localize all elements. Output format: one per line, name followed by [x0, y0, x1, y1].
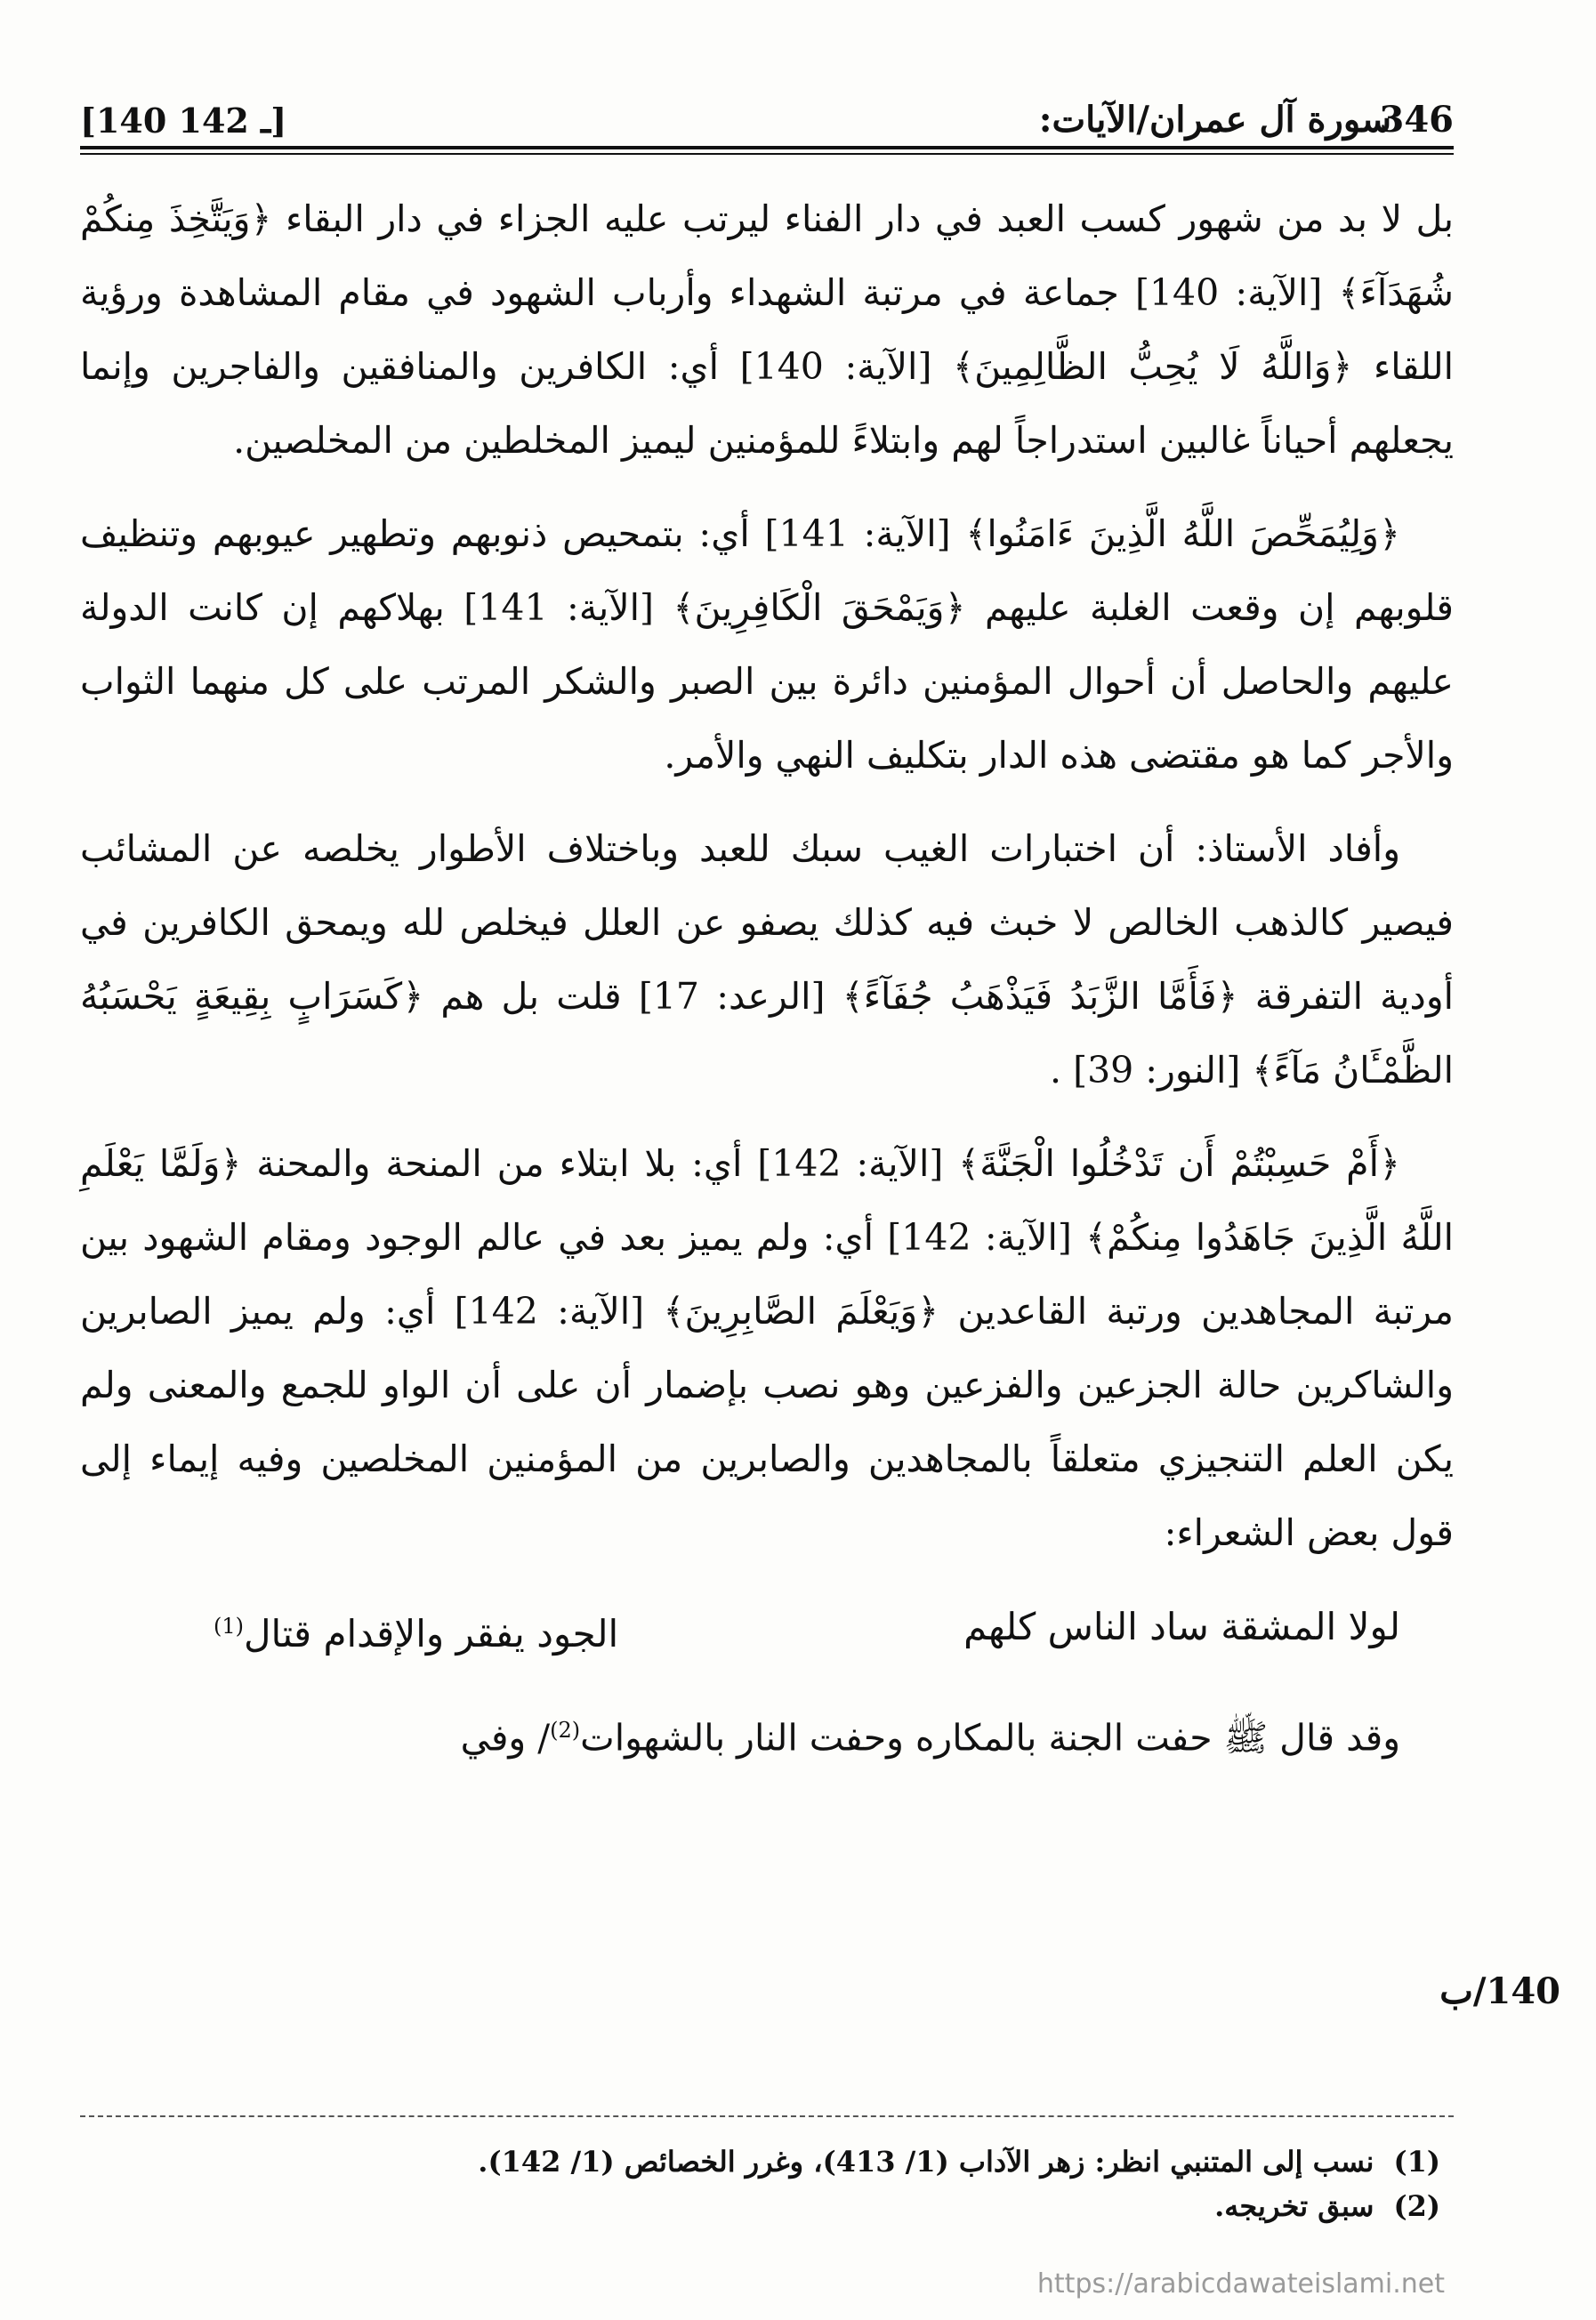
- watermark-url: https://arabicdawateislami.net: [1036, 2268, 1445, 2300]
- footnotes: [80, 2139, 1440, 2228]
- header-rule-thin: [80, 153, 1454, 155]
- surah-title: سورة آل عمران/الآيات:: [1038, 99, 1391, 141]
- paragraph-1: بل لا بد من شهور كسب العبد في دار الفناء ليرتب عليه الجزاء في دار البقاء ﴿وَيَتَّخِذَ مِنكُمْ شُهَدَآءَ﴾ [الآية: 140] جماعة في مرتبة الشهداء وأرباب الشهود في مقام المشاهدة ورؤية اللقاء ﴿وَاللَّهُ لَا يُحِبُّ الظَّالِمِينَ﴾ [الآية: 140] أي: الكافرين والمنافقين والفاجرين وإنما يجعلهم أحياناً غالبين استدراجاً لهم وابتلاءً للمؤمنين ليميز المخلطين من المخلصين.: [80, 197, 1454, 462]
- header-rule: [80, 146, 1454, 149]
- footnote-separator: [80, 2115, 1454, 2117]
- footnote-text: سبق تخريجه.: [1214, 2189, 1374, 2223]
- footnote-1: [80, 2139, 1440, 2184]
- poem-verse: [80, 1590, 1454, 1671]
- verse-range: [140 ـ 142]: [80, 101, 287, 141]
- page-header: [80, 78, 1454, 141]
- last-line-continuation: / وفي: [460, 1716, 551, 1760]
- footnote-number: (2): [1393, 2189, 1440, 2223]
- footnote-ref-1[interactable]: (1): [214, 1614, 245, 1639]
- paragraph-2: ﴿وَلِيُمَحِّصَ اللَّهُ الَّذِينَ ءَامَنُوا﴾ [الآية: 141] أي: بتمحيص ذنوبهم وتطهير عيوبهم وتنظيف قلوبهم إن وقعت الغلبة عليهم ﴿وَيَمْحَقَ الْكَافِرِينَ﴾ [الآية: 141] بهلاكهم إن كانت الدولة عليهم والحاصل أن أحوال المؤمنين دائرة بين الصبر والشكر المرتب على كل منهما الثواب والأجر كما هو مقتضى هذه الدار بتكليف النهي والأمر.: [80, 512, 1454, 777]
- poem-hemistich-2-wrap: [214, 1590, 618, 1671]
- manuscript-folio-note: 140/ب: [1439, 1970, 1560, 2012]
- footnote-ref-2[interactable]: (2): [550, 1718, 581, 1743]
- footnote-number: (1): [1393, 2145, 1440, 2179]
- poem-hemistich-2: الجود يفقر والإقدام قتال: [244, 1612, 619, 1655]
- last-line-text: وقد قال ﷺ حفت الجنة بالمكاره وحفت النار بالشهوات: [580, 1716, 1400, 1760]
- poem-hemistich-1: لولا المشقة ساد الناس كلهم: [963, 1605, 1400, 1648]
- main-text: [80, 182, 1454, 1795]
- footnote-text: نسب إلى المتنبي انظر: زهر الآداب (1/ 413)، وغرر الخصائص (1/ 142).: [478, 2145, 1374, 2179]
- footnote-2: [80, 2184, 1440, 2228]
- last-line: [80, 1694, 1454, 1776]
- paragraph-3: وأفاد الأستاذ: أن اختبارات الغيب سبك للعبد وباختلاف الأطوار يخلصه عن المشائب فيصير كالذهب الخالص لا خبث فيه كذلك يصفو عن العلل فيخلص لله ويمحق الكافرين في أودية التفرقة ﴿فَأَمَّا الزَّبَدُ فَيَذْهَبُ جُفَآءً﴾ [الرعد: 17] قلت بل هم ﴿كَسَرَابٍ بِقِيعَةٍ يَحْسَبُهُ الظَّمْـَٔانُ مَآءً﴾ [النور: 39] .: [80, 827, 1455, 1092]
- page-number: 346: [1379, 99, 1454, 141]
- paragraph-4: ﴿أَمْ حَسِبْتُمْ أَن تَدْخُلُوا الْجَنَّةَ﴾ [الآية: 142] أي: بلا ابتلاء من المنحة والمحنة ﴿وَلَمَّا يَعْلَمِ اللَّهُ الَّذِينَ جَاهَدُوا مِنكُمْ﴾ [الآية: 142] أي: ولم يميز بعد في عالم الوجود ومقام الشهود بين مرتبة المجاهدين ورتبة القاعدين ﴿وَيَعْلَمَ الصَّابِرِينَ﴾ [الآية: 142] أي: ولم يميز الصابرين والشاكرين حالة الجزعين والفزعين وهو نصب بإضمار أن على أن الواو للجمع والمعنى ولم يكن العلم التنجيزي متعلقاً بالمجاهدين والصابرين من المؤمنين المخلصين وفيه إيماء إلى قول بعض الشعراء:: [80, 1142, 1454, 1554]
